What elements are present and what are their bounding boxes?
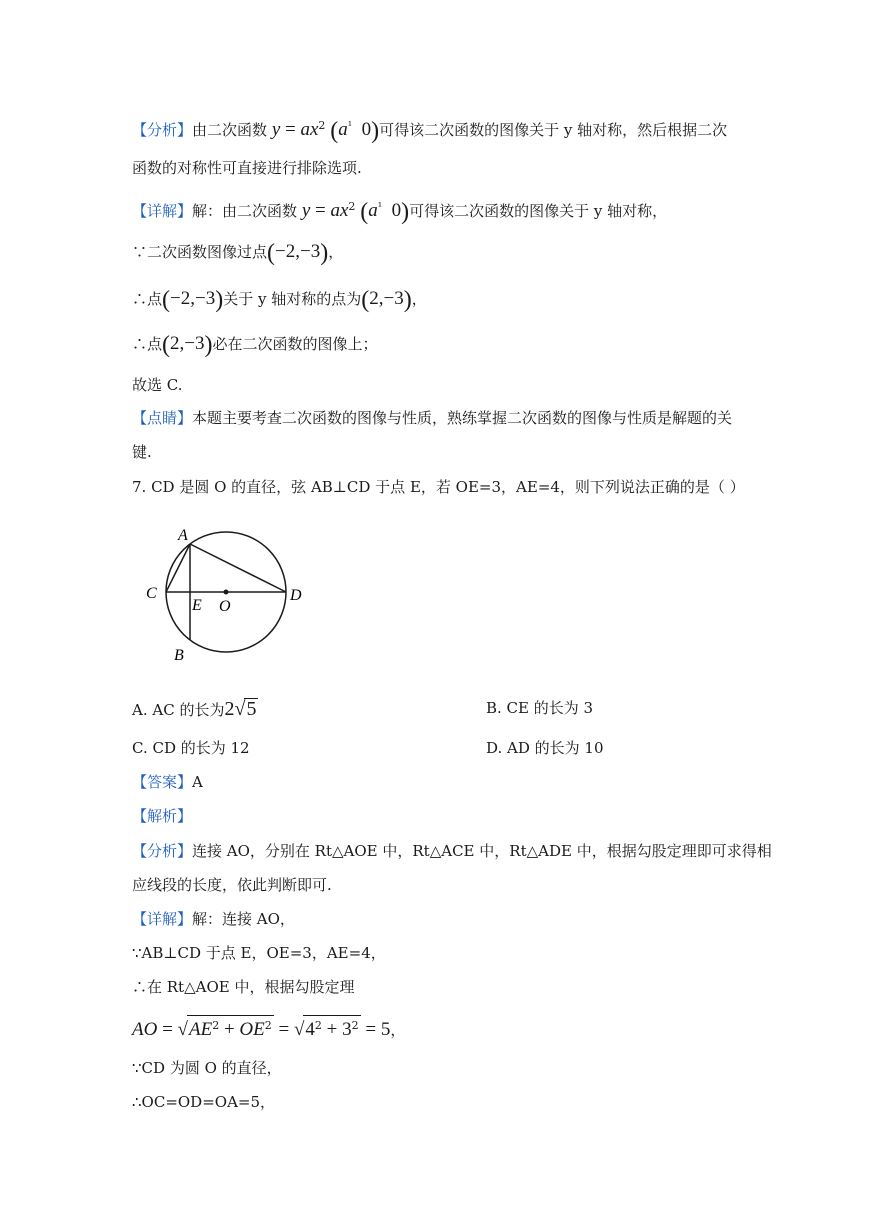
label-d: D xyxy=(290,587,302,604)
therefore-line-2: ∴点(2,−3)必在二次函数的图像上； xyxy=(132,332,378,358)
label-e: E xyxy=(192,597,202,614)
because-line: ∵二次函数图像过点(−2,−3)， xyxy=(132,240,344,266)
center-point xyxy=(224,590,229,595)
analysis2-line-2: 应线段的长度，依此判断即可. xyxy=(132,876,332,894)
label-c: C xyxy=(146,585,157,602)
circle-figure xyxy=(136,518,316,668)
label-b: B xyxy=(174,647,184,664)
analysis-line-1 xyxy=(132,116,728,144)
function-expression-2: $y = ax^2$ ($a^{^1}$ 0) xyxy=(301,199,410,225)
answer-tag: 【答案】 xyxy=(132,773,193,791)
answer-line: 【答案】A xyxy=(132,773,203,791)
question-7: 7. CD 是圆 O 的直径，弦 AB⊥CD 于点 E，若 OE=3，AE=4，则下列说法正确的是（ ） xyxy=(132,478,745,496)
analysis-line-2: 函数的对称性可直接进行排除选项. xyxy=(132,159,362,177)
detail2-line-2: ∵AB⊥CD 于点 E，OE=3，AE=4， xyxy=(132,944,386,962)
option-d: D. AD 的长为 10 xyxy=(486,739,604,757)
option-a: A. AC 的长为2√5 xyxy=(132,698,257,720)
detail-tag: 【详解】 xyxy=(132,202,193,220)
detail2-line-5: ∴OC=OD=OA=5， xyxy=(132,1093,276,1111)
solution-tag: 【解析】 xyxy=(132,807,193,825)
detail2-line-3: ∴在 Rt△AOE 中，根据勾股定理 xyxy=(132,978,355,996)
label-a: A xyxy=(178,527,188,544)
segment-ad xyxy=(190,544,286,592)
option-c: C. CD 的长为 12 xyxy=(132,739,250,757)
detail2-line-4: ∵CD 为圆 O 的直径， xyxy=(132,1059,282,1077)
function-expression: $y = ax^2$ ($a^{^1}$ 0) xyxy=(271,118,380,144)
therefore-line-1: ∴点(−2,−3)关于 y 轴对称的点为(2,−3)， xyxy=(132,287,427,313)
analysis-tag: 【分析】 xyxy=(132,121,193,139)
analysis-text-pre: 由二次函数 xyxy=(192,121,268,139)
analysis-text-post: 可得该二次函数的图像关于 y 轴对称，然后根据二次 xyxy=(379,121,728,139)
choose-line: 故选 C. xyxy=(132,376,183,394)
comment-line-1: 【点睛】本题主要考查二次函数的图像与性质，熟练掌握二次函数的图像与性质是解题的关 xyxy=(132,409,733,427)
comment-line-2: 键. xyxy=(132,443,152,461)
label-o: O xyxy=(219,598,231,615)
detail-line-1: 【详解】解：由二次函数 $y = ax^2$ ($a^{^1}$ 0)可得该二次函数的图像关于 y 轴对称， xyxy=(132,199,668,225)
segment-ac xyxy=(166,544,190,592)
comment-tag: 【点睛】 xyxy=(132,409,193,427)
formula-ao: AO = $√AE^2 + OE^2 = √4^2 + 3^2 = 5$， xyxy=(132,1015,405,1040)
detail2-line-1: 【详解】解：连接 AO， xyxy=(132,910,295,928)
option-b: B. CE 的长为 3 xyxy=(486,699,594,717)
analysis2-line-1: 【分析】连接 AO，分别在 Rt△AOE 中，Rt△ACE 中，Rt△ADE 中，根据勾股定理即可求得相 xyxy=(132,842,772,860)
